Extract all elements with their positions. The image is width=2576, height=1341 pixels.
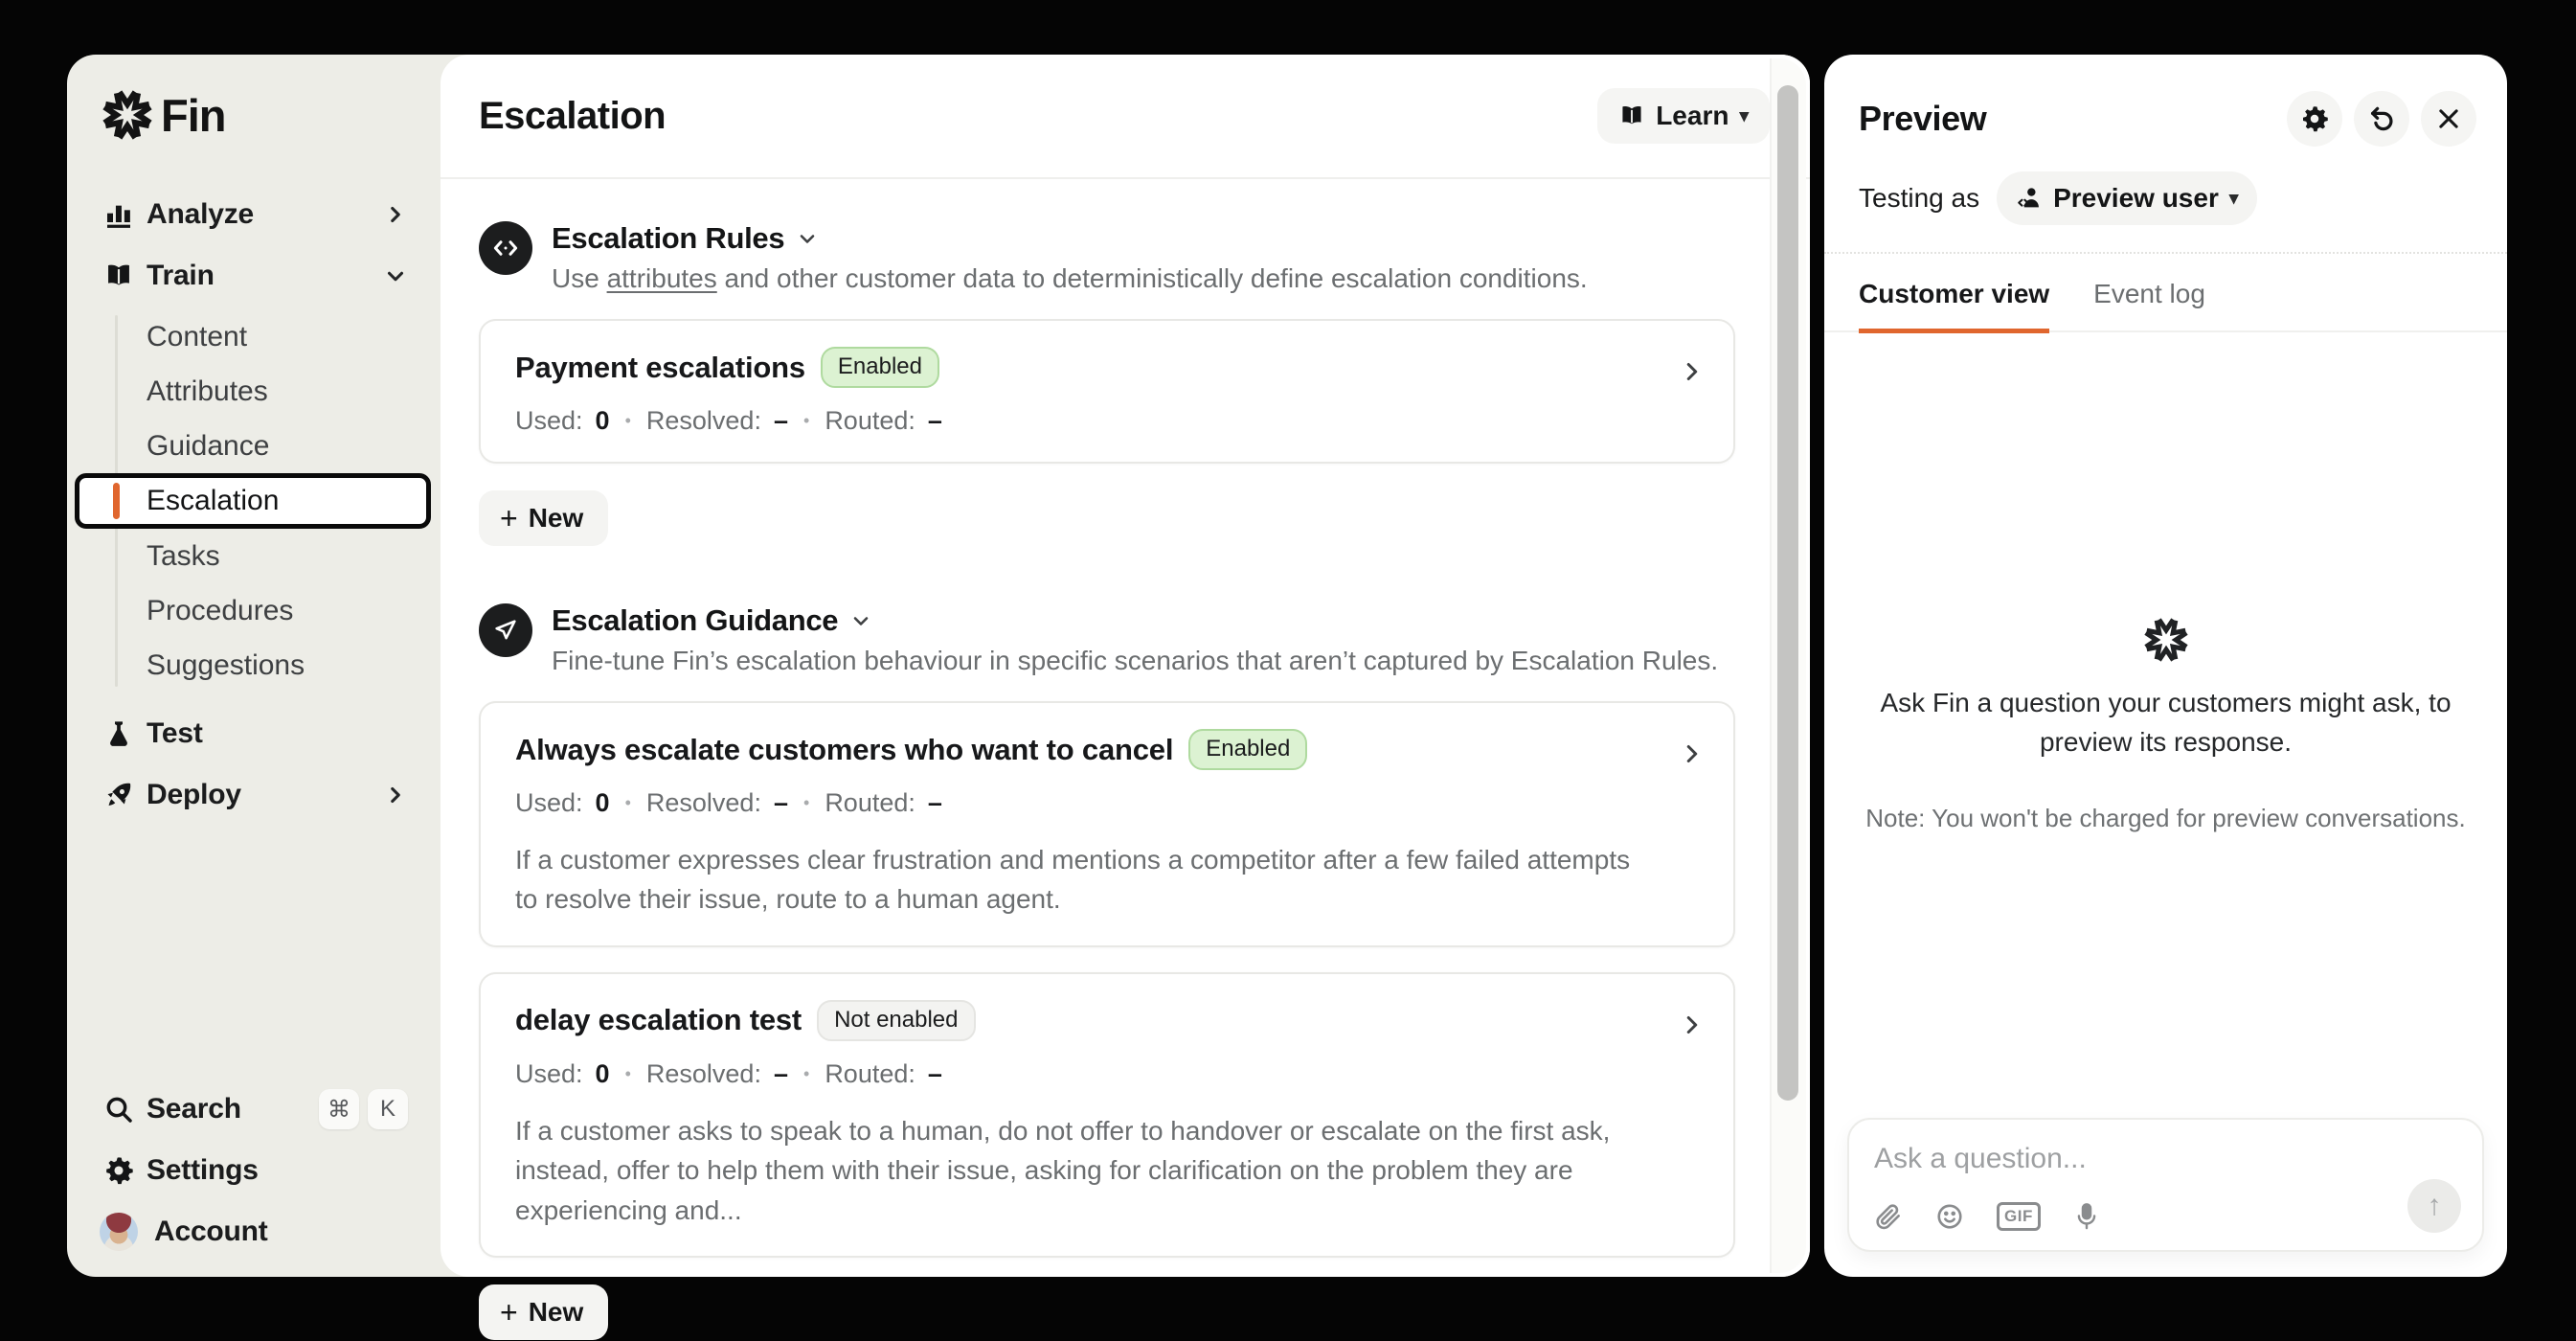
caret-down-icon: ▾ xyxy=(2228,188,2239,209)
guidance-card-delay-escalation-test[interactable] xyxy=(479,972,1735,1258)
sidebar-item-analyze[interactable]: Analyze xyxy=(75,185,431,244)
gear-icon xyxy=(2300,104,2329,133)
rocket-icon xyxy=(102,779,135,811)
guidance-section-title: Escalation Guidance xyxy=(552,603,839,637)
main-window xyxy=(67,55,1810,1330)
plus-icon: + xyxy=(500,501,518,535)
flask-icon xyxy=(102,717,135,750)
escalation-content xyxy=(441,179,1810,1340)
card-description: If a customer expresses clear frustration and mentions a competitor after a few failed attempts to resolve their issue, route to a human agent. xyxy=(515,845,1631,915)
guidance-section-description: Fine-tune Fin’s escalation behaviour in specific scenarios that aren’t captured by Escalation Rules. xyxy=(552,646,1719,675)
fin-logo xyxy=(67,83,441,147)
guidance-card-always-escalate[interactable] xyxy=(479,701,1735,947)
preview-header xyxy=(1824,55,2507,147)
microphone-icon xyxy=(2073,1202,2100,1231)
card-description: If a customer asks to speak to a human, do not offer to handover or escalate on the first ask, instead, offer to help them with their issue, asking for clarification on the problem they are experiencing and... xyxy=(515,1115,1611,1225)
composer xyxy=(1847,1118,2484,1252)
book-icon xyxy=(102,260,135,292)
attributes-link[interactable]: attributes xyxy=(606,263,717,293)
microphone-button[interactable] xyxy=(2073,1202,2100,1231)
testing-as-label: Testing as xyxy=(1859,183,1980,213)
tab-event-log[interactable]: Event log xyxy=(2093,279,2205,308)
sidebar-item-suggestions[interactable]: Suggestions xyxy=(147,648,305,681)
undo-icon xyxy=(2367,104,2396,133)
paper-plane-icon xyxy=(479,603,532,657)
learn-button[interactable]: Learn ▾ xyxy=(1597,88,1770,144)
preview-user-button[interactable]: Preview user ▾ xyxy=(1997,171,2257,225)
card-stats: Used: 0 • Resolved: – • Routed: – xyxy=(515,406,942,435)
fin-logo-mark-icon xyxy=(102,89,153,141)
book-icon xyxy=(1618,102,1645,129)
avatar xyxy=(100,1213,138,1251)
tab-customer-view[interactable]: Customer view xyxy=(1859,279,2049,333)
card-stats: Used: 0 • Resolved: – • Routed: – xyxy=(515,788,942,817)
close-icon xyxy=(2435,105,2462,132)
sidebar-item-tasks[interactable]: Tasks xyxy=(147,539,220,572)
preview-chat-area xyxy=(1824,332,2507,1118)
sidebar-item-procedures[interactable]: Procedures xyxy=(147,594,294,626)
sidebar-nav xyxy=(67,185,441,827)
sidebar-item-escalation[interactable]: Escalation xyxy=(75,473,431,529)
preview-user-icon xyxy=(2016,185,2043,212)
cmd-keycap: ⌘ xyxy=(319,1089,359,1129)
page-header xyxy=(441,55,1810,179)
card-title: Payment escalations xyxy=(515,350,805,384)
chevron-right-icon xyxy=(383,783,408,807)
empty-state-note: Note: You won't be charged for preview conversations. xyxy=(1865,804,2466,833)
chevron-down-icon xyxy=(383,263,408,288)
question-input[interactable] xyxy=(1874,1143,2399,1175)
emoji-button[interactable] xyxy=(1935,1202,1964,1231)
train-subnav xyxy=(67,309,441,693)
attachment-button[interactable] xyxy=(1874,1202,1903,1231)
k-keycap: K xyxy=(368,1089,408,1129)
caret-down-icon: ▾ xyxy=(1739,105,1749,126)
empty-state-title: Ask Fin a question your customers might ask, to preview its response. xyxy=(1880,687,2452,757)
rules-section-description: Use attributes and other customer data to deterministically define escalation conditions. xyxy=(552,263,1588,293)
chevron-right-icon xyxy=(1678,739,1706,768)
sidebar xyxy=(67,55,441,1277)
preview-tabs xyxy=(1824,254,2507,332)
sidebar-item-attributes[interactable]: Attributes xyxy=(147,375,268,407)
emoji-icon xyxy=(1935,1202,1964,1231)
guidance-section-header xyxy=(479,603,1735,676)
rule-card-payment-escalations[interactable] xyxy=(479,319,1735,464)
preview-title: Preview xyxy=(1859,99,1987,138)
chevron-down-icon[interactable] xyxy=(849,609,872,632)
new-guidance-button[interactable]: + New xyxy=(479,1284,608,1340)
status-badge: Not enabled xyxy=(817,1000,975,1041)
sidebar-item-settings[interactable]: Settings xyxy=(75,1141,431,1200)
search-shortcut xyxy=(319,1089,408,1129)
scrollbar-thumb[interactable] xyxy=(1777,85,1798,1101)
sidebar-bottom-nav xyxy=(67,1080,441,1263)
gif-button[interactable]: GIF xyxy=(1997,1202,2041,1231)
chevron-down-icon[interactable] xyxy=(796,227,819,250)
plus-icon: + xyxy=(500,1295,518,1330)
sidebar-item-test[interactable]: Test xyxy=(75,704,431,763)
page-title: Escalation xyxy=(479,94,667,137)
chevron-right-icon xyxy=(1678,357,1706,386)
card-stats: Used: 0 • Resolved: – • Routed: – xyxy=(515,1058,942,1088)
escalation-page xyxy=(441,55,1810,1330)
rules-section-title: Escalation Rules xyxy=(552,221,785,255)
rules-section-header xyxy=(479,221,1735,294)
status-badge: Enabled xyxy=(821,347,939,388)
sidebar-item-search[interactable]: Search ⌘ K xyxy=(75,1080,431,1139)
search-icon xyxy=(102,1093,135,1125)
fin-logo-text: Fin xyxy=(161,89,226,141)
card-title: Always escalate customers who want to cancel xyxy=(515,732,1174,766)
preview-reset-button[interactable] xyxy=(2354,91,2409,147)
preview-close-button[interactable] xyxy=(2421,91,2476,147)
code-rule-icon xyxy=(479,221,532,275)
new-rule-button[interactable]: + New xyxy=(479,490,608,546)
bar-chart-icon xyxy=(102,198,135,231)
sidebar-item-deploy[interactable]: Deploy xyxy=(75,765,431,825)
fin-mark-icon xyxy=(2143,617,2189,663)
gear-icon xyxy=(102,1154,135,1187)
chevron-right-icon xyxy=(383,202,408,227)
paperclip-icon xyxy=(1874,1202,1903,1231)
card-title: delay escalation test xyxy=(515,1003,802,1037)
sidebar-item-account[interactable]: Account xyxy=(75,1202,431,1261)
send-arrow-icon: ↑ xyxy=(2427,1190,2442,1221)
status-badge: Enabled xyxy=(1188,729,1307,770)
sidebar-item-content[interactable]: Content xyxy=(147,320,248,352)
preview-panel xyxy=(1824,55,2507,1277)
testing-as-row xyxy=(1824,147,2507,252)
send-button[interactable] xyxy=(2407,1179,2461,1233)
sidebar-item-guidance[interactable]: Guidance xyxy=(147,429,270,462)
chevron-right-icon xyxy=(1678,1011,1706,1039)
scrollbar-track[interactable] xyxy=(1770,58,1806,1273)
sidebar-item-train[interactable]: Train xyxy=(75,246,431,306)
preview-settings-button[interactable] xyxy=(2287,91,2342,147)
